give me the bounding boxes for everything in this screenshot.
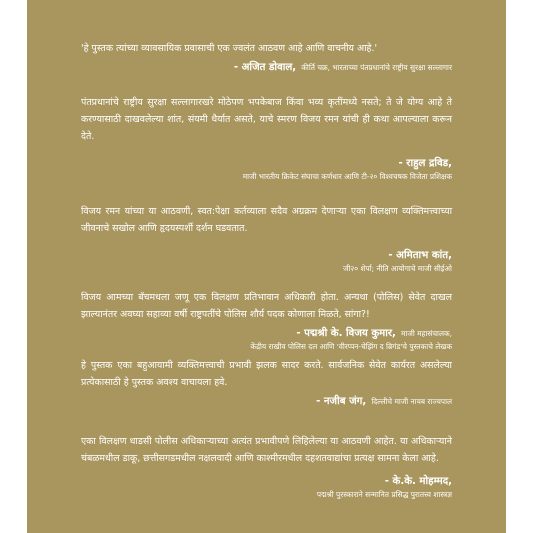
- testimonial-mohammed: [81, 433, 452, 501]
- testimonial-quote: एका विलक्षण धाडसी पोलीस अधिकाऱ्याच्या अत्यंत प्रभावीपणे लिहिलेल्या या आठवणी आहेत. या अधिकाऱ्याने चंबळमधील डाकू, छत्तीसगडमधील नक्षलवादी आणि काश्मीरमधील दहशतवाद्यांचा प्रत्यक्ष सामना केला आहे.: [81, 436, 452, 464]
- testimonial-author: - अजित डोवाल,: [233, 62, 297, 73]
- testimonial-panel: [27, 0, 506, 533]
- testimonial-quote: विजय रमन यांच्या या आठवणी, स्वत:पेक्षा कर्तव्याला सदैव अग्रक्रम देणाऱ्या एका विलक्षण व्यक्तिमत्त्वाच्या जीवनाचे सखोल आणि हृदयस्पर्शी दर्शन घडवतात.: [81, 206, 452, 234]
- testimonial-jung: [81, 357, 452, 409]
- testimonial-author: - अमिताभ कांत,: [388, 250, 452, 261]
- testimonial-author-title: माजी महासंचालक,: [401, 329, 452, 338]
- testimonial-author: - नजीब जंग,: [316, 396, 367, 407]
- testimonial-quote: 'हे पुस्तक त्यांच्या व्यावसायिक प्रवासाची एक ज्वलंत आठवण आहे आणि वाचनीय आहे.': [81, 43, 378, 54]
- testimonial-author: - राहुल द्रविड,: [398, 158, 452, 169]
- testimonial-attribution: [81, 323, 452, 341]
- testimonial-author-role: कीर्ति चक्र, भारताच्या पंतप्रधानांचे राष्ट्रीय सुरक्षा सल्लागार: [301, 63, 452, 72]
- testimonial-quote: हे पुस्तक एका बहुआयामी व्यक्तिमत्त्वाची प्रभावी झलक सादर करते. सार्वजनिक सेवेत कार्यरत असलेल्या प्रत्येकासाठी हे पुस्तक अवश्य वाचायला हवे.: [81, 360, 452, 388]
- testimonial-author: - पद्मश्री के. विजय कुमार,: [296, 328, 396, 339]
- testimonial-author-role: पद्मश्री पुरस्काराने सन्मानित प्रसिद्ध पुरातत्त्व शास्त्रज्ञ: [316, 490, 452, 499]
- testimonial-author: - के.के. मोहम्मद,: [384, 476, 452, 487]
- testimonial-author-role: केंद्रीय राखीव पोलिस दल आणि 'वीरप्पन-चेझिंग द ब्रिगंड'चे पुस्तकाचे लेखक: [250, 342, 452, 351]
- testimonial-attribution: [81, 471, 452, 489]
- testimonial-author-role: माजी भारतीय क्रिकेट संघाचा कर्णधार आणि टी-२० विश्वचषक विजेता प्रशिक्षक: [242, 172, 452, 181]
- testimonial-doval: [81, 40, 452, 75]
- testimonial-kant: [81, 203, 452, 275]
- testimonial-dravid: [81, 94, 452, 183]
- testimonial-vijay-kumar: [81, 289, 452, 353]
- testimonial-quote: पंतप्रधानांचे राष्ट्रीय सुरक्षा सल्लागारखरे मोठेपण भपकेबाज किंवा भव्य कृतींमध्ये नसते; ते जे योग्य आहे ते करण्यासाठी दाखवलेल्या शांत, संयमी धैर्यात असते, याचे स्मरण विजय रमन यांची ही कथा आपल्याला करून देते.: [81, 97, 452, 142]
- testimonial-attribution: [81, 391, 452, 409]
- testimonial-quote: विजय आमच्या बॅचमधला जणू एक विलक्षण प्रतिभावान अधिकारी होता. अन्यथा (पोलिस) सेवेत दाखल झाल्यानंतर अवघ्या सहाव्या वर्षी राष्ट्रपतींचे पोलिस शौर्य पदक कोणाला मिळते, सांगा?!: [81, 292, 452, 320]
- testimonial-author-role: जी२० शेर्पा; नीति आयोगाचे माजी सीईओ: [343, 264, 452, 273]
- testimonial-attribution: [81, 57, 452, 75]
- testimonial-attribution: [81, 153, 452, 171]
- testimonial-attribution: [81, 245, 452, 263]
- testimonial-author-title: दिल्लीचे माजी नायब राज्यपाल: [371, 397, 452, 406]
